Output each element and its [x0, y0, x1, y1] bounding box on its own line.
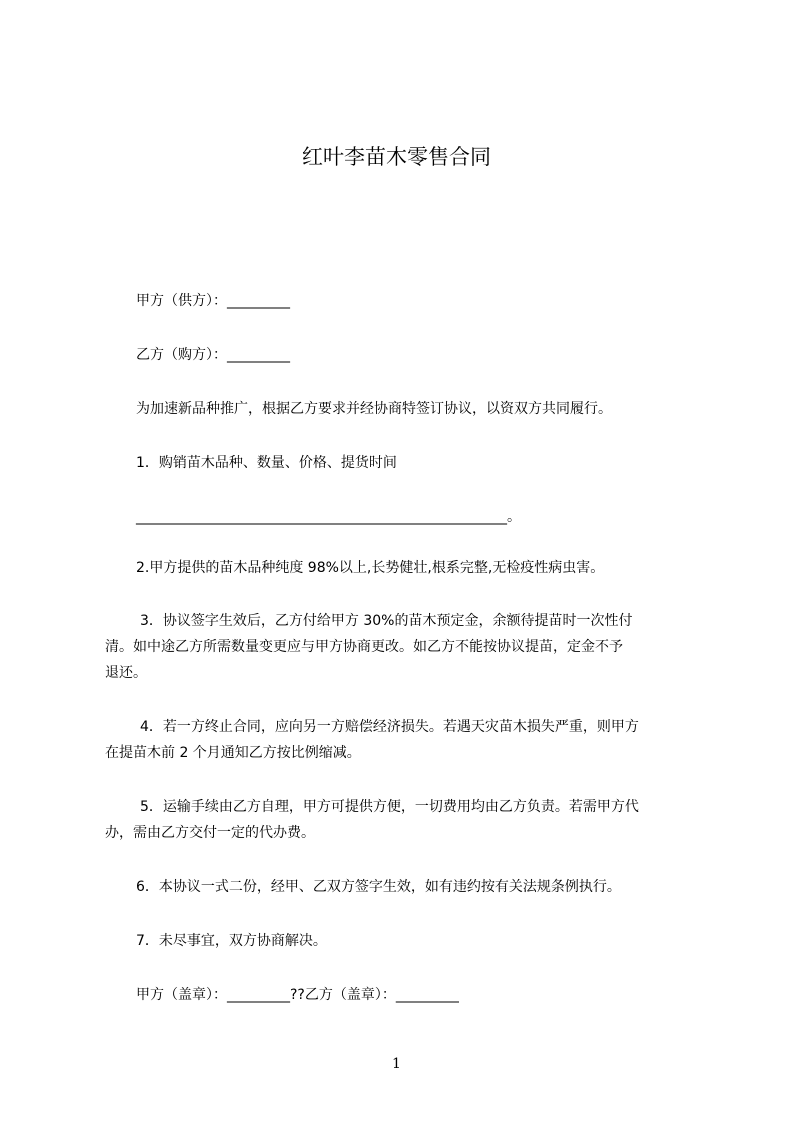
clause-1-heading: 1．购销苗木品种、数量、价格、提货时间 [136, 455, 397, 471]
clause-3-line: 3．协议签字生效后，乙方付给甲方 30%的苗木预定金，余额待提苗时一次性付 [140, 613, 633, 629]
clause-5-line: 办，需由乙方交付一定的代办费。 [105, 825, 315, 841]
clause-7-paragraph: 7．未尽事宜，双方协商解决。 [136, 933, 327, 949]
clause-1-blank-line: _____________________________________________________。 [136, 509, 521, 525]
document-title: 红叶李苗木零售合同 [302, 145, 491, 169]
clause-4-line: 4．若一方终止合同，应向另一方赔偿经济损失。若遇天灾苗木损失严重，则甲方 [140, 719, 639, 735]
page-number: 1 [392, 1056, 401, 1072]
clause-4-line: 在提苗木前 2 个月通知乙方按比例缩减。 [105, 745, 361, 761]
clause-3-line: 退还。 [105, 665, 147, 681]
party-b-line: 乙方（购方）：_________ [136, 347, 290, 363]
clause-3-line: 清。如中途乙方所需数量变更应与甲方协商更改。如乙方不能按协议提苗，定金不予 [105, 639, 623, 655]
signature-line: 甲方（盖章）：_________??乙方（盖章）：_________ [136, 987, 459, 1003]
party-a-line: 甲方（供方）：_________ [136, 293, 290, 309]
intro-paragraph: 为加速新品种推广，根据乙方要求并经协商特签订协议，以资双方共同履行。 [136, 401, 612, 417]
clause-5-line: 5．运输手续由乙方自理，甲方可提供方便，一切费用均由乙方负责。若需甲方代 [140, 799, 639, 815]
clause-2-paragraph: 2.甲方提供的苗木品种纯度 98%以上,长势健壮,根系完整,无检疫性病虫害。 [136, 560, 605, 576]
clause-6-paragraph: 6．本协议一式二份，经甲、乙双方签字生效，如有违约按有关法规条例执行。 [136, 879, 621, 895]
